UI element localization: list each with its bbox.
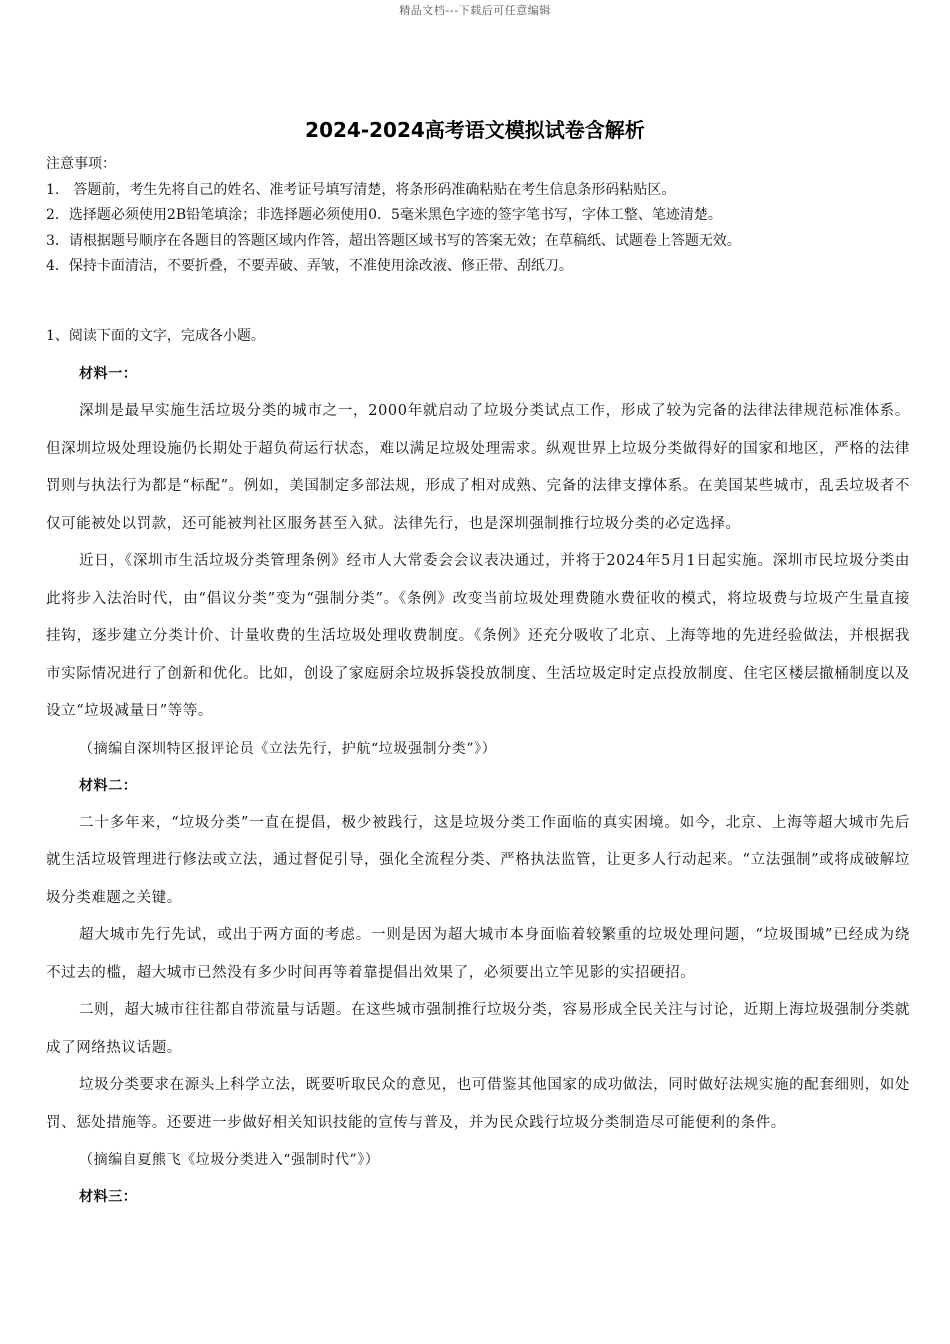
material-1-source: （摘编自深圳特区报评论员《立法先行，护航“垃圾强制分类”》） bbox=[79, 740, 497, 757]
notice-heading: 注意事项： bbox=[46, 156, 116, 172]
question-1 bbox=[46, 326, 910, 1216]
material-1-label: 材料一： bbox=[79, 366, 138, 382]
notice-section bbox=[46, 152, 926, 280]
page-header-note: 精品文档---下载后可任意编辑 bbox=[399, 4, 551, 17]
material-3-label: 材料三： bbox=[79, 1189, 138, 1205]
material-1-paragraph: 近日，《深圳市生活垃圾分类管理条例》经市人大常委会会议表决通过，并将于2024年5月1日起实施。深圳市民垃圾分类由此将步入法治时代，由“倡议分类”变为“强制分类”。《条例》改变当前垃圾处理费随水费征收的模式，将垃圾费与垃圾产生量直接挂钩，逐步建立分类计价、计量收费的生活垃圾处理收费制度。《条例》还充分吸收了北京、上海等地的先进经验做法，并根据我市实际情况进行了创新和优化。比如，创设了家庭厨余垃圾拆袋投放制度、生活垃圾定时定点投放制度、住宅区楼层撤桶制度以及设立“垃圾减量日”等等。 bbox=[46, 553, 910, 719]
material-1-paragraph: 深圳是最早实施生活垃圾分类的城市之一，2000年就启动了垃圾分类试点工作，形成了较为完备的法律法律规范标准体系。但深圳垃圾处理设施仍长期处于超负荷运行状态，难以满足垃圾处理需求。纵观世界上垃圾分类做得好的国家和地区，严格的法律罚则与执法行为都是“标配”。例如，美国制定多部法规，形成了相对成熟、完备的法律支撑体系。在美国某些城市，乱丢垃圾者不仅可能被处以罚款，还可能被判社区服务甚至入狱。法律先行，也是深圳强制推行垃圾分类的必定选择。 bbox=[46, 403, 910, 532]
notice-item: 2．选择题必须使用2B铅笔填涂；非选择题必须使用0．5毫米黑色字迹的签字笔书写，字体工整、笔迹清楚。 bbox=[46, 207, 722, 223]
material-2-paragraph: 二十多年来，“垃圾分类”一直在提倡，极少被践行，这是垃圾分类工作面临的真实困境。如今，北京、上海等超大城市先后就生活垃圾管理进行修法或立法，通过督促引导，强化全流程分类、严格执法监管，让更多人行动起来。“立法强制”或将成破解垃圾分类难题之关键。 bbox=[46, 814, 910, 906]
notice-item: 4．保持卡面清洁，不要折叠，不要弄破、弄皱，不准使用涂改液、修正带、刮纸刀。 bbox=[46, 258, 573, 274]
material-2-paragraph: 垃圾分类要求在源头上科学立法，既要听取民众的意见，也可借鉴其他国家的成功做法，同时做好法规实施的配套细则，如处罚、惩处措施等。还要进一步做好相关知识技能的宣传与普及，并为民众践行垃圾分类制造尽可能便利的条件。 bbox=[46, 1077, 910, 1131]
question-title: 1、阅读下面的文字，完成各小题。 bbox=[46, 328, 265, 344]
material-2-paragraph: 超大城市先行先试，或出于两方面的考虑。一则是因为超大城市本身面临着较繁重的垃圾处理问题，“垃圾围城”已经成为绕不过去的槛，超大城市已然没有多少时间再等着靠提倡出效果了，必须要出立竿见影的实招硬招。 bbox=[46, 927, 910, 981]
material-2-label: 材料二： bbox=[79, 777, 138, 794]
notice-item: 1. 答题前，考生先将自己的姓名、准考证号填写清楚，将条形码准确粘贴在考生信息条形码粘贴区。 bbox=[46, 181, 676, 198]
notice-item: 3．请根据题号顺序在各题目的答题区域内作答，超出答题区域书写的答案无效；在草稿纸、试题卷上答题无效。 bbox=[46, 232, 741, 249]
reading-passage bbox=[46, 356, 910, 1216]
material-2-source: （摘编自夏熊飞《垃圾分类进入“强制时代”》） bbox=[79, 1152, 380, 1168]
material-2-paragraph: 二则，超大城市往往都自带流量与话题。在这些城市强制推行垃圾分类，容易形成全民关注与讨论，近期上海垃圾强制分类就成了网络热议话题。 bbox=[46, 1002, 910, 1056]
document-title: 2024-2024高考语文模拟试卷含解析 bbox=[305, 118, 645, 142]
